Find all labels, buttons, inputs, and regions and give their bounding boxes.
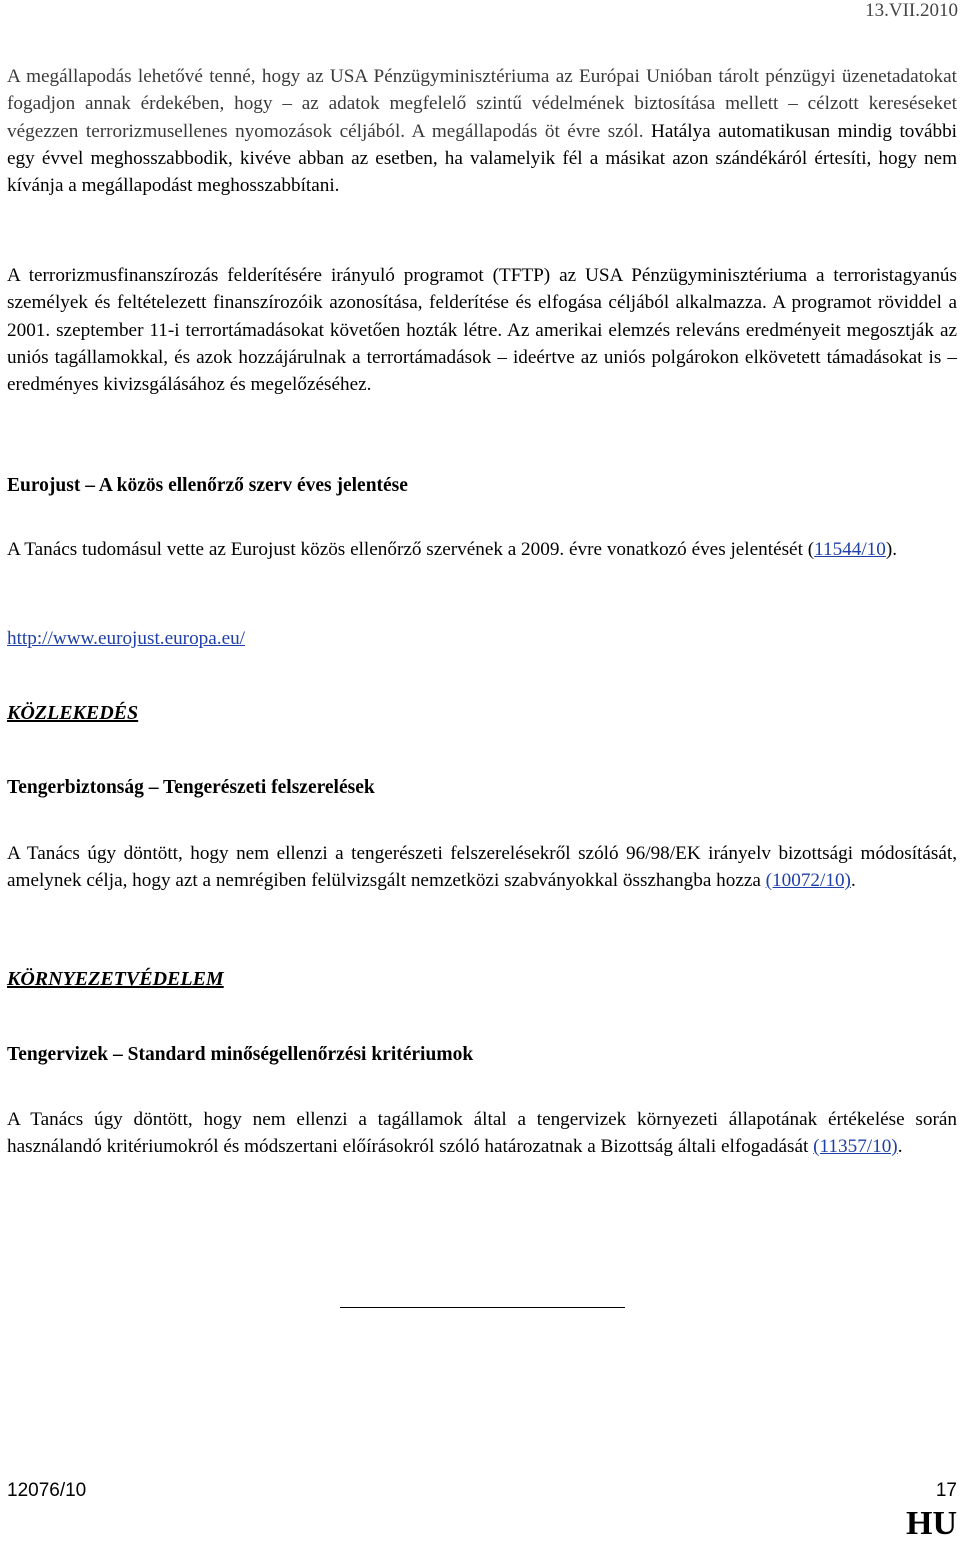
document-date: 13.VII.2010: [865, 0, 958, 21]
transport-text-before: A Tanács úgy döntött, hogy nem ellenzi a tengerészeti felszerelésekről szóló 96/98/EK irányelv bizottsági módosítását, amelynek célja, hogy azt a nemrégiben felülvizsgált nemzetközi szabványokkal összhangba hozza: [7, 843, 957, 892]
transport-heading: Tengerbiztonság – Tengerészeti felszerelések: [7, 777, 375, 798]
eurojust-url-link[interactable]: http://www.eurojust.europa.eu/: [7, 628, 246, 649]
paragraph-agreement: [7, 63, 957, 199]
eurojust-url: [7, 628, 245, 650]
transport-paragraph: [7, 840, 957, 895]
paragraph-tftp: [7, 262, 957, 398]
footer-page-number: 17: [935, 1480, 957, 1501]
footer-doc-number: 12076/10: [7, 1480, 87, 1501]
eurojust-doc-link[interactable]: 11544/10: [814, 539, 886, 560]
eurojust-text-after: ).: [885, 539, 898, 560]
environment-text-after: .: [897, 1136, 903, 1158]
section-transport: KÖZLEKEDÉS: [7, 702, 139, 724]
transport-doc-link[interactable]: (10072/10): [765, 870, 851, 892]
environment-text-before: A Tanács úgy döntött, hogy nem ellenzi a tagállamok által a tengervizek környezeti állapotának értékelése során használandó kritériumokról és módszertani előírásokról szóló határozatnak a Bizottság általi elfogadását: [7, 1109, 957, 1158]
section-environment: KÖRNYEZETVÉDELEM: [7, 968, 224, 990]
paragraph-tftp-rest: Az amerikai elemzés releváns eredményeit megosztják az uniós tagállamokkal, és azok hozzájárulnak a terrortámadások – ideértve az uniós polgárokon elkövetett támadásokat is – eredményes kivizsgálásához és megelőzéséhez.: [7, 319, 957, 396]
environment-doc-link[interactable]: (11357/10): [813, 1136, 898, 1158]
environment-heading: Tengervizek – Standard minőségellenőrzési kritériumok: [7, 1044, 474, 1065]
environment-paragraph: [7, 1106, 957, 1161]
paragraph-agreement-rest: Hatálya automatikusan mindig további egy évvel meghosszabbodik, kivéve abban az esetben, ha valamelyik fél a másikat azon szándékáról értesíti, hogy nem kívánja a megállapodást meghosszabbítani.: [7, 120, 957, 197]
end-divider: [340, 1307, 625, 1308]
transport-text-after: .: [850, 870, 856, 892]
paragraph-agreement-lead: A megállapodás lehetővé tenné, hogy az USA Pénzügyminisztériuma az Európai Unióban tárolt pénzügyi üzenetadatokat fogadjon annak érdekében, hogy – az adatok megfelelő szintű védelmének biztosítása mellett – célzott kereséseket végezzen terrorizmusellenes nyomozások céljából. A megállapodás öt évre szól.: [7, 66, 957, 142]
eurojust-paragraph: [7, 536, 957, 563]
paragraph-tftp-lead: A terrorizmusfinanszírozás felderítésére irányuló programot (TFTP) az USA Pénzügyminisztériuma a terroristagyanús személyek és feltételezett finanszírozóik azonosítása, felderítése és elfogása céljából alkalmazza. A programot röviddel a 2001. szeptember 11-i terrortámadásokat követően hozták létre.: [7, 265, 957, 341]
eurojust-heading: Eurojust – A közös ellenőrző szerv éves jelentése: [7, 475, 408, 496]
eurojust-text-before: A Tanács tudomásul vette az Eurojust közös ellenőrző szervének a 2009. évre vonatkozó éves jelentését (: [7, 539, 815, 560]
footer-language: HU: [906, 1505, 957, 1542]
